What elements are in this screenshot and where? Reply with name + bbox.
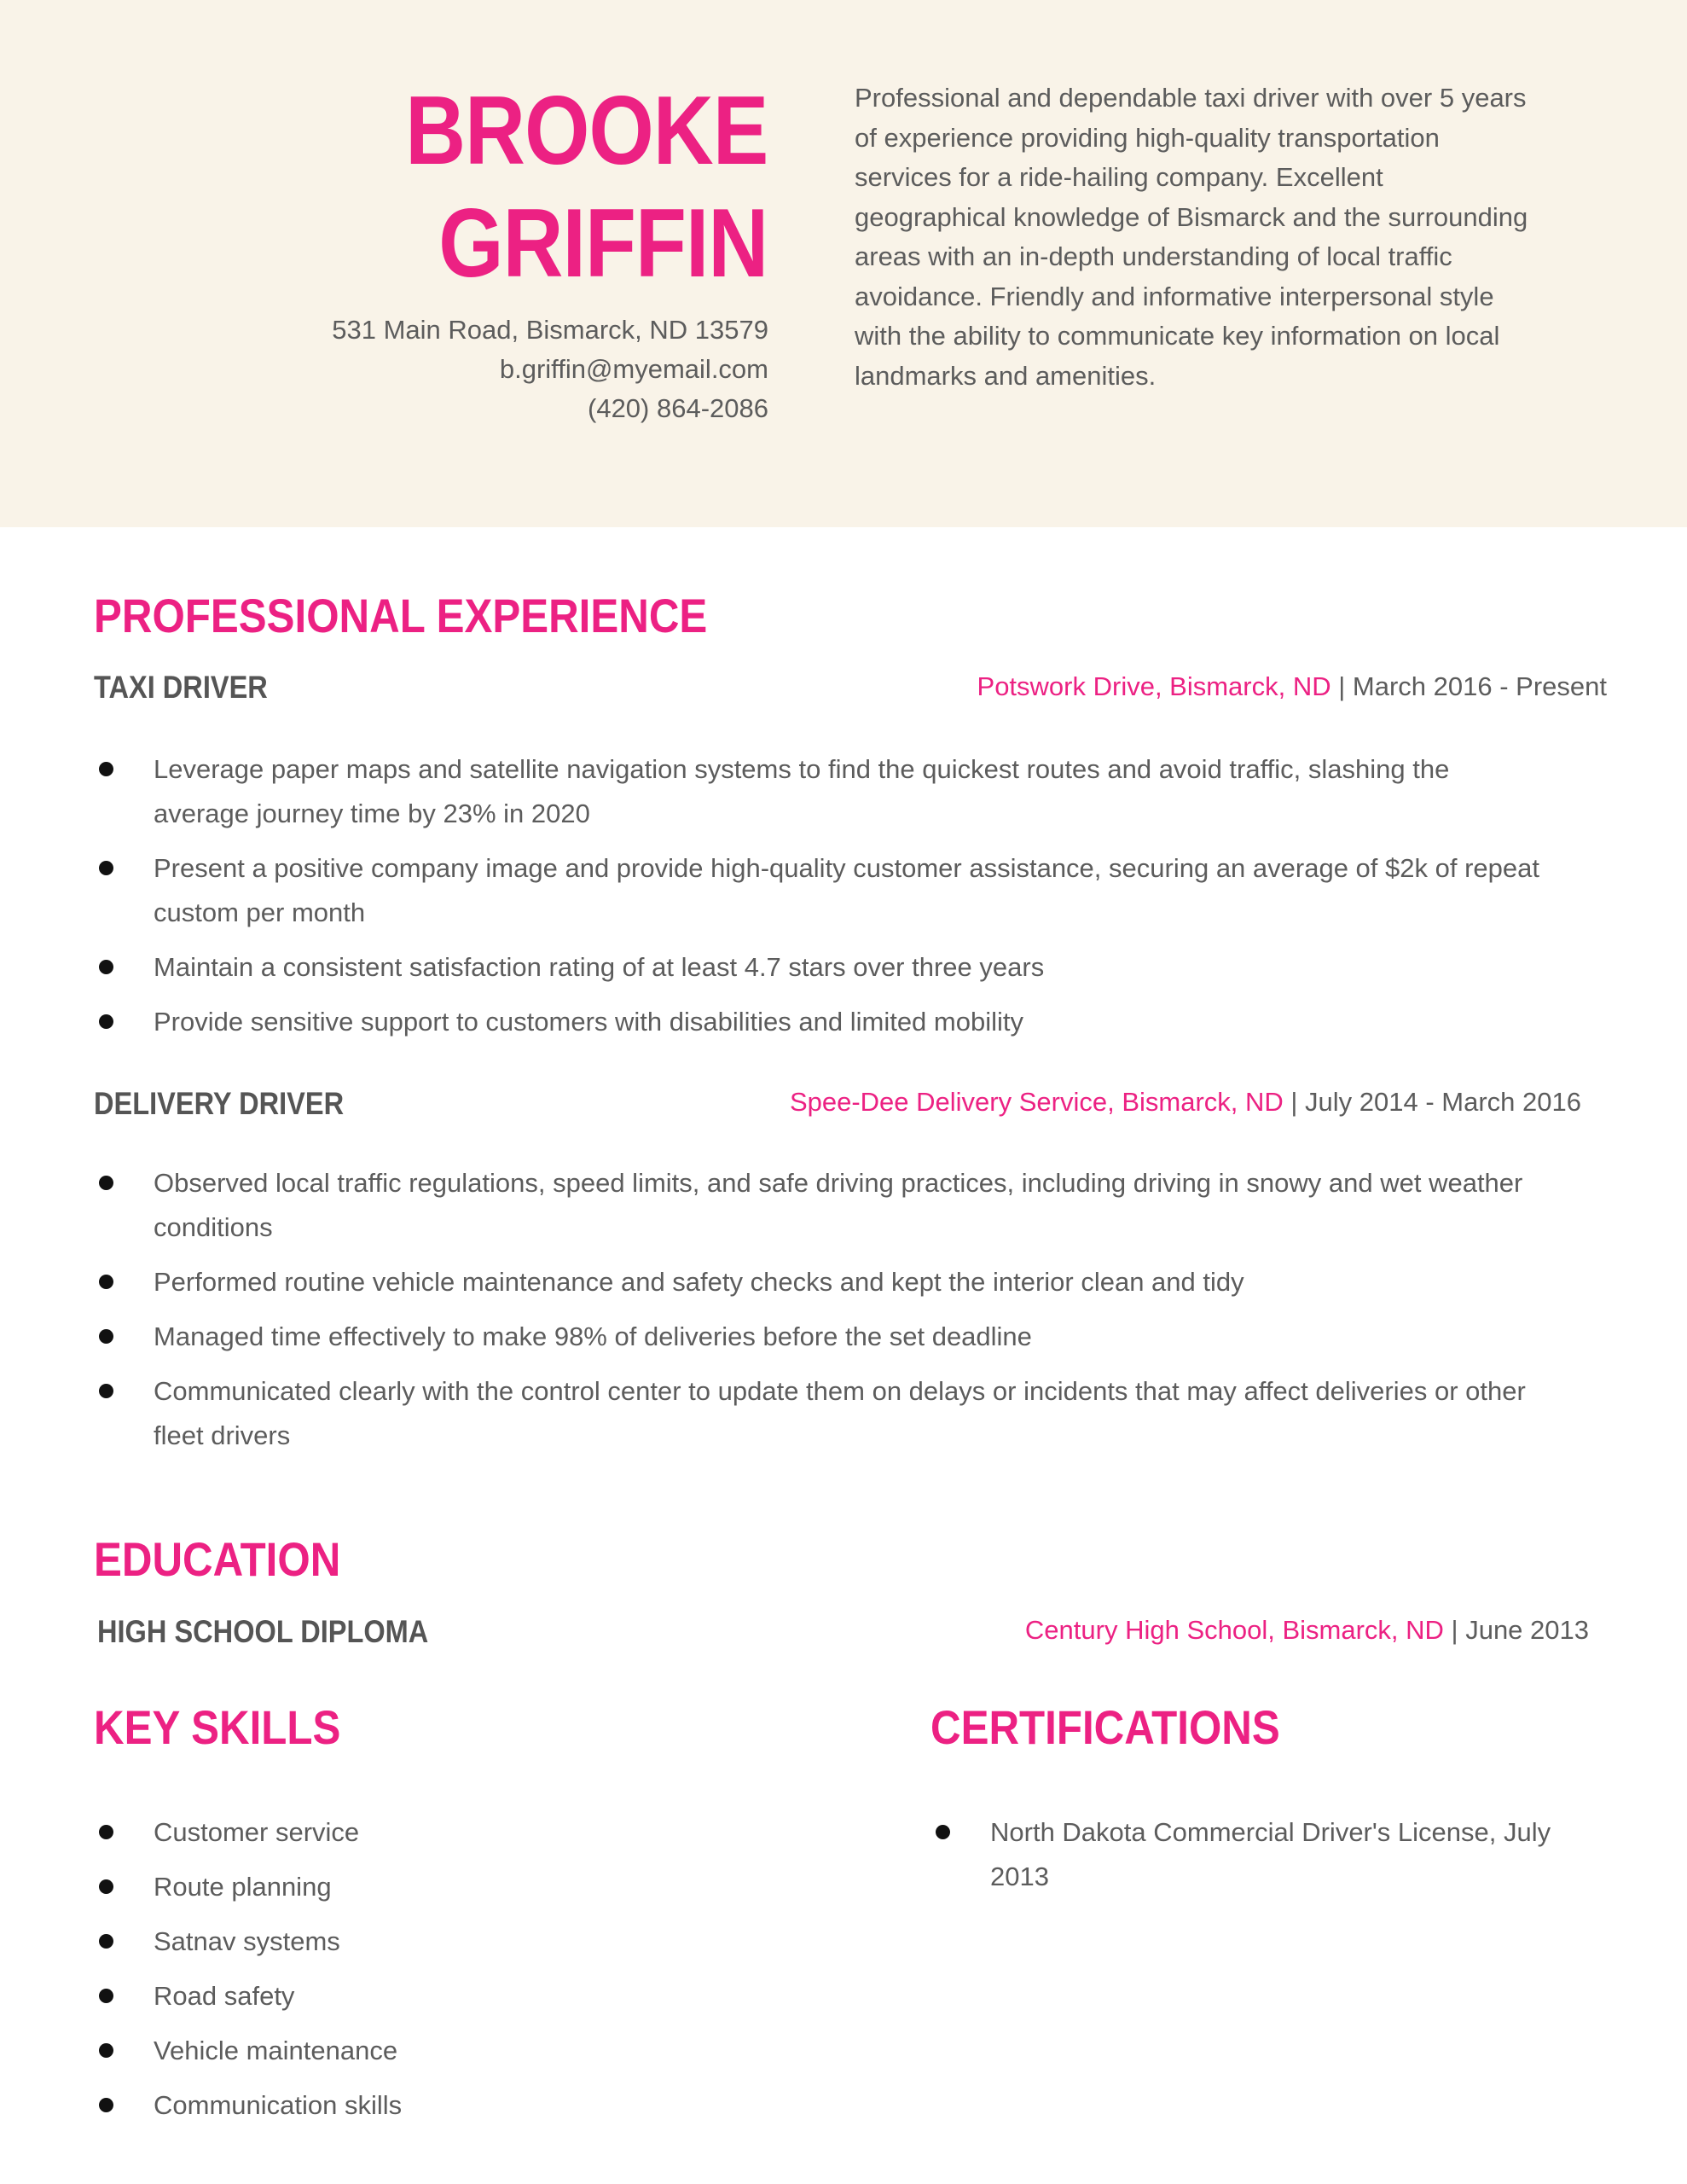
experience-heading: PROFESSIONAL EXPERIENCE — [94, 589, 708, 642]
job-location-1: Potswork Drive, Bismarck, ND — [977, 671, 1331, 701]
skills-heading: KEY SKILLS — [94, 1700, 341, 1754]
list-item: Communication skills — [94, 2083, 776, 2128]
address: 531 Main Road, Bismarck, ND 13579 — [332, 315, 768, 345]
professional-summary: Professional and dependable taxi driver with over 5 years of experience providing high-quality transportation services for a ride-hailing company. Excellent geographical knowledge of Bismarck and the surrounding areas with an in-depth understanding of local traffic avoidance. Friendly and informative interpersonal style with the ability to communicate key information on local landmarks and amenities. — [855, 83, 1528, 391]
certifications-list — [930, 1810, 1587, 1909]
list-item: Maintain a consistent satisfaction rating of at least 4.7 stars over three years — [94, 945, 1544, 990]
list-item: Performed routine vehicle maintenance and safety checks and kept the interior clean and tidy — [94, 1260, 1544, 1304]
list-item: Present a positive company image and provide high-quality customer assistance, securing an average of $2k of repeat custom per month — [94, 846, 1544, 935]
job-bullets-2 — [94, 1161, 1544, 1468]
list-item: Satnav systems — [94, 1920, 776, 1964]
education-meta — [1025, 1612, 1589, 1649]
job-dates-2: | July 2014 - March 2016 — [1283, 1087, 1581, 1117]
job-title-2: DELIVERY DRIVER — [94, 1086, 345, 1121]
job-meta-2 — [790, 1083, 1581, 1121]
job-bullets-1 — [94, 747, 1544, 1054]
list-item: Observed local traffic regulations, speed limits, and safe driving practices, including driving in snowy and wet weather conditions — [94, 1161, 1544, 1250]
education-heading: EDUCATION — [94, 1532, 341, 1586]
list-item: Managed time effectively to make 98% of deliveries before the set deadline — [94, 1315, 1544, 1359]
email[interactable]: b.griffin@myemail.com — [499, 354, 768, 384]
list-item: Route planning — [94, 1865, 776, 1909]
school-location: Century High School, Bismarck, ND — [1024, 1615, 1444, 1645]
list-item: Leverage paper maps and satellite navigation systems to find the quickest routes and avoid traffic, slashing the average journey time by 23% in 2020 — [94, 747, 1544, 836]
list-item: Vehicle maintenance — [94, 2029, 776, 2073]
degree-title: HIGH SCHOOL DIPLOMA — [97, 1614, 429, 1649]
list-item: Provide sensitive support to customers with disabilities and limited mobility — [94, 1000, 1544, 1044]
job-location-2: Spee-Dee Delivery Service, Bismarck, ND — [789, 1087, 1284, 1117]
list-item: Customer service — [94, 1810, 776, 1855]
skills-list — [94, 1810, 776, 2138]
list-item: Road safety — [94, 1974, 776, 2018]
job-meta-1 — [977, 668, 1607, 706]
candidate-name — [405, 75, 768, 300]
certifications-heading: CERTIFICATIONS — [930, 1700, 1280, 1754]
job-dates-1: | March 2016 - Present — [1330, 671, 1607, 701]
list-item: Communicated clearly with the control center to update them on delays or incidents that may affect deliveries or other fleet drivers — [94, 1369, 1544, 1458]
phone: (420) 864-2086 — [588, 393, 768, 423]
last-name: GRIFFIN — [438, 189, 768, 298]
job-title-1: TAXI DRIVER — [94, 670, 268, 705]
education-dates: | June 2013 — [1443, 1615, 1589, 1645]
header-band — [0, 0, 1687, 527]
list-item: North Dakota Commercial Driver's License, July 2013 — [930, 1810, 1587, 1899]
first-name: BROOKE — [404, 77, 768, 185]
contact-info — [332, 311, 768, 428]
